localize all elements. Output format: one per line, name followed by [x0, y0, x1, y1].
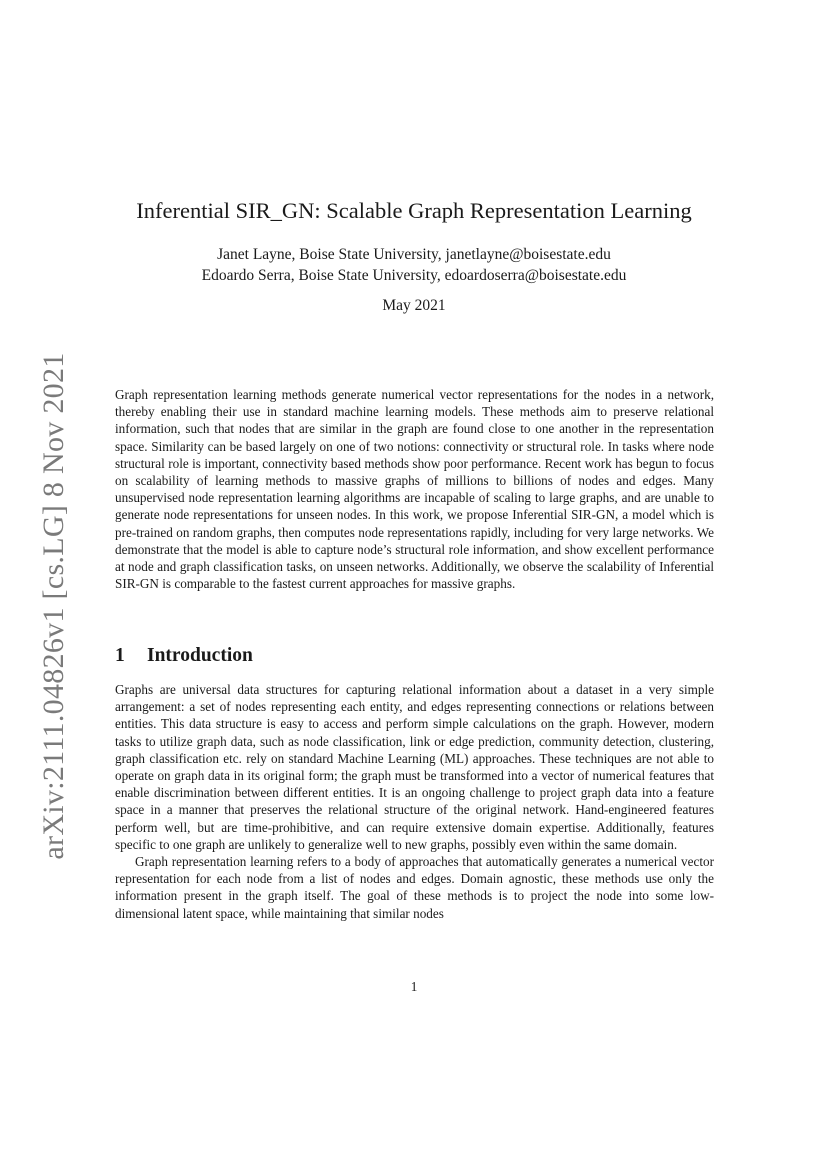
section-heading [115, 645, 253, 667]
author-line: Janet Layne, Boise State University, janetlayne@boisestate.edu [217, 246, 611, 263]
section-number: 1 [115, 645, 125, 666]
section-title: Introduction [147, 645, 253, 666]
publication-date: May 2021 [382, 297, 446, 314]
page-number: 1 [410, 979, 418, 994]
section-body [115, 681, 714, 922]
abstract: Graph representation learning methods generate numerical vector representations for the nodes in a network, thereby enabling their use in standard machine learning models. These methods aim to preserve relational information, such that nodes that are similar in the graph are found close to one another in the representation space. Similarity can be based largely on one of two notions: connectivity or structural role. In tasks where node structural role is important, connectivity based methods show poor performance. Recent work has begun to focus on scalability of learning methods to massive graphs of millions to billions of nodes and edges. Many unsupervised node representation learning algorithms are incapable of scaling to large graphs, and are unable to generate node representations for unseen nodes. In this work, we propose Inferential SIR-GN, a model which is pre-trained on random graphs, then computes node representations rapidly, including for very large networks. We demonstrate that the model is able to capture node’s structural role information, and show excellent performance at node and graph classification tasks, on unseen networks. Additionally, we observe the scalability of Inferential SIR-GN is comparable to the fastest current approaches for massive graphs. [115, 387, 714, 592]
paper-title: Inferential SIR_GN: Scalable Graph Representation Learning [136, 198, 692, 223]
arxiv-identifier: arXiv:2111.04826v1 [cs.LG] 8 Nov 2021 [37, 352, 70, 860]
paragraph: Graphs are universal data structures for capturing relational information about a dataset in a very simple arrangement: a set of nodes representing each entity, and edges representing connections or relations between entities. This data structure is easy to access and perform simple calculations on the graph. However, modern tasks to utilize graph data, such as node classification, link or edge prediction, community detection, clustering, graph classification etc. rely on standard Machine Learning (ML) approaches. These techniques are not able to operate on graph data in its original form; the graph must be transformed into a vector of numerical features that enable discrimination between different entities. It is an ongoing challenge to project graph data into a feature space in a manner that preserves the relational structure of the original network. Hand-engineered features perform well, but are time-prohibitive, and can require extensive domain expertise. Additionally, features specific to one graph are unlikely to generalize well to new graphs, possibly even within the same domain. [115, 682, 714, 852]
paragraph: Graph representation learning refers to a body of approaches that automatically generates a numerical vector representation for each node from a list of nodes and edges. Domain agnostic, these methods use only the information present in the graph itself. The goal of these methods is to project the node into some low-dimensional latent space, while maintaining that similar nodes [115, 854, 714, 921]
author-list [0, 244, 828, 286]
author-line: Edoardo Serra, Boise State University, edoardoserra@boisestate.edu [201, 267, 627, 284]
